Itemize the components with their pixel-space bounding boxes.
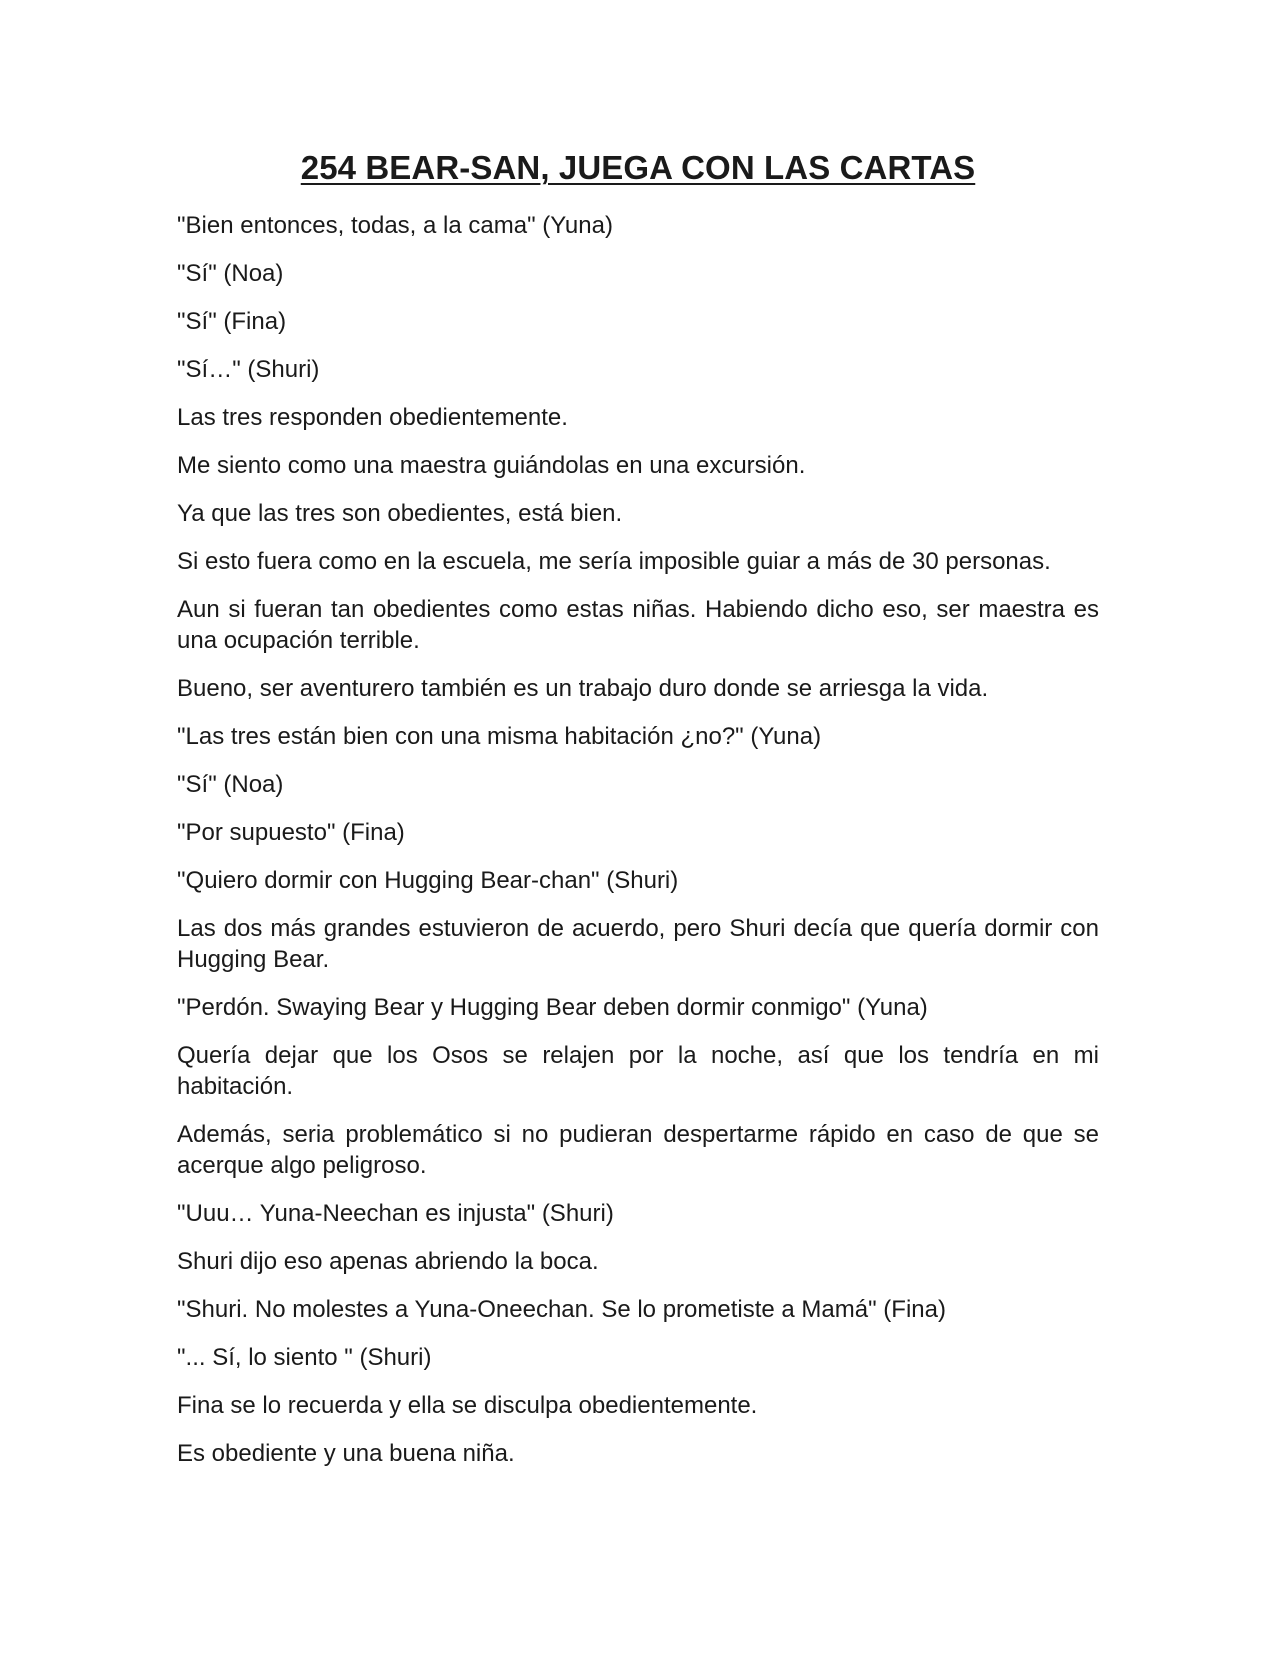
chapter-body bbox=[177, 210, 1099, 1469]
paragraph: "Shuri. No molestes a Yuna-Oneechan. Se lo prometiste a Mamá" (Fina) bbox=[177, 1296, 946, 1323]
paragraph: Bueno, ser aventurero también es un trabajo duro donde se arriesga la vida. bbox=[177, 675, 989, 702]
paragraph: "Sí" (Noa) bbox=[177, 771, 284, 798]
paragraph: Me siento como una maestra guiándolas en una excursión. bbox=[177, 452, 806, 479]
document-page bbox=[177, 148, 1099, 1486]
paragraph: Aun si fueran tan obedientes como estas niñas. Habiendo dicho eso, ser maestra es una ocupación terrible. bbox=[177, 596, 1099, 654]
paragraph: "Por supuesto" (Fina) bbox=[177, 819, 405, 846]
chapter-title: 254 BEAR-SAN, JUEGA CON LAS CARTAS bbox=[300, 149, 976, 186]
paragraph: Si esto fuera como en la escuela, me sería imposible guiar a más de 30 personas. bbox=[177, 548, 1051, 575]
paragraph: Es obediente y una buena niña. bbox=[177, 1440, 515, 1467]
paragraph: Las dos más grandes estuvieron de acuerdo, pero Shuri decía que quería dormir con Hugging Bear. bbox=[177, 915, 1099, 973]
paragraph: "Sí" (Fina) bbox=[177, 308, 287, 335]
paragraph: Las tres responden obedientemente. bbox=[177, 404, 568, 431]
paragraph: Fina se lo recuerda y ella se disculpa obedientemente. bbox=[177, 1392, 758, 1419]
paragraph: "Las tres están bien con una misma habitación ¿no?" (Yuna) bbox=[177, 723, 822, 750]
paragraph: Ya que las tres son obedientes, está bien. bbox=[177, 500, 623, 527]
paragraph: "Perdón. Swaying Bear y Hugging Bear deben dormir conmigo" (Yuna) bbox=[177, 994, 928, 1021]
paragraph: "Uuu… Yuna-Neechan es injusta" (Shuri) bbox=[177, 1200, 614, 1227]
paragraph: "Bien entonces, todas, a la cama" (Yuna) bbox=[177, 212, 613, 239]
paragraph: Shuri dijo eso apenas abriendo la boca. bbox=[177, 1248, 599, 1275]
paragraph: Además, seria problemático si no pudieran despertarme rápido en caso de que se acerque algo peligroso. bbox=[177, 1121, 1099, 1179]
paragraph: Quería dejar que los Osos se relajen por la noche, así que los tendría en mi habitación. bbox=[177, 1042, 1099, 1100]
paragraph: "Sí…" (Shuri) bbox=[177, 356, 320, 383]
paragraph: "Quiero dormir con Hugging Bear-chan" (Shuri) bbox=[177, 867, 679, 894]
paragraph: "... Sí, lo siento " (Shuri) bbox=[177, 1344, 432, 1371]
paragraph: "Sí" (Noa) bbox=[177, 260, 284, 287]
